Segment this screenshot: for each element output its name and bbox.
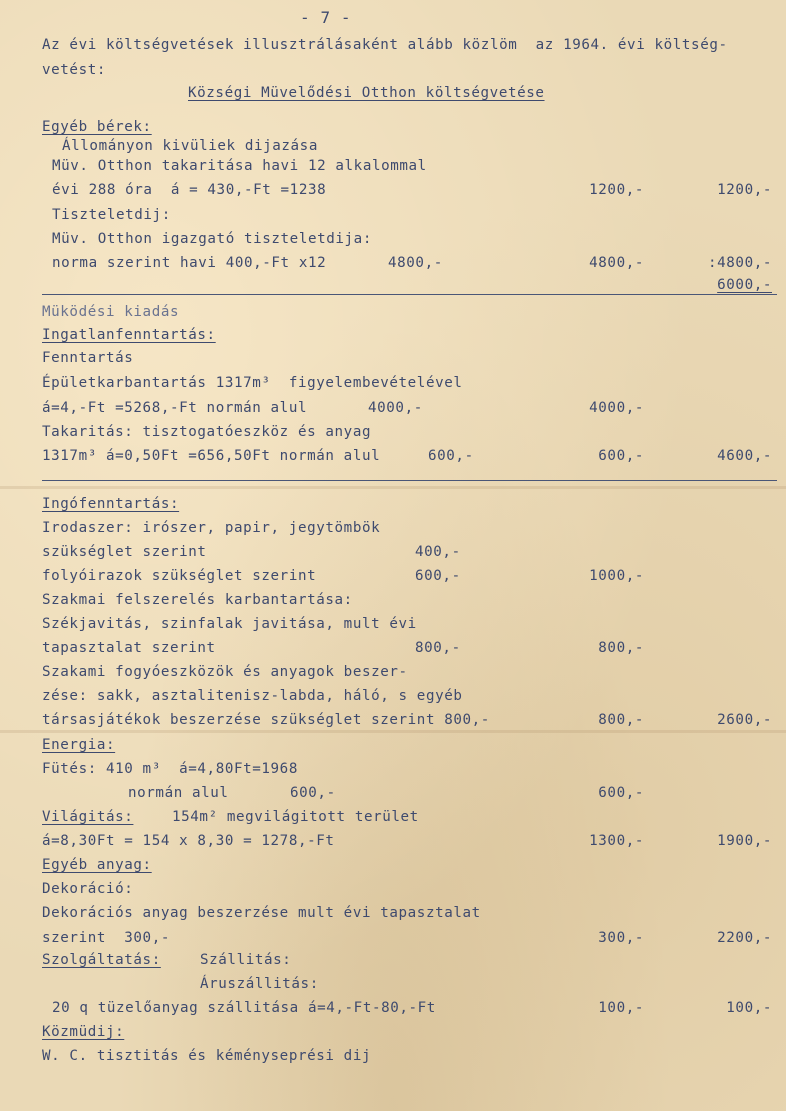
amount-column-1: 800,- — [598, 712, 644, 728]
line-text: Tiszteletdij: — [52, 207, 171, 223]
section-heading: Közmüdij: — [42, 1024, 125, 1040]
line-text: W. C. tisztitás és kéményseprési dij — [42, 1048, 372, 1064]
document-title: Községi Müvelődési Otthon költségvetése — [188, 85, 545, 101]
line-text: Szakmai felszerelés karbantartása: — [42, 592, 353, 608]
inline-amount: 600,- — [415, 568, 461, 584]
amount-column-2: 1200,- — [717, 182, 772, 198]
section-heading: Energia: — [42, 737, 116, 753]
amount-column-2: 4600,- — [717, 448, 772, 464]
line-text: Fütés: 410 m³ á=4,80Ft=1968 — [42, 761, 298, 777]
section-heading: Egyéb anyag: — [42, 857, 152, 873]
page-number: - 7 - — [300, 8, 352, 27]
amount-column-2: :4800,- — [708, 255, 772, 271]
amount-column-1: 100,- — [598, 1000, 644, 1016]
intro-line: Az évi költségvetések illusztrálásaként alább közlöm az 1964. évi költség- — [42, 37, 728, 53]
line-text: 154m² megvilágitott terület — [172, 809, 419, 825]
line-text: 20 q tüzelőanyag szállitása á=4,-Ft-80,-Ft — [52, 1000, 436, 1016]
amount-column-1: 4000,- — [589, 400, 644, 416]
line-text: Dekoráció: — [42, 881, 134, 897]
line-text: Állományon kivüliek dijazása — [62, 138, 318, 154]
inline-amount: 4800,- — [388, 255, 443, 271]
line-text: Müv. Otthon igazgató tiszteletdija: — [52, 231, 372, 247]
inline-amount: 4000,- — [368, 400, 423, 416]
line-text: Épületkarbantartás 1317m³ figyelembevételével — [42, 375, 463, 391]
section-heading: Szolgáltatás: — [42, 952, 161, 968]
section-total: 6000,- — [717, 277, 772, 293]
line-text: normán alul — [128, 785, 229, 801]
line-text: szükséglet szerint — [42, 544, 207, 560]
paper-fold — [0, 730, 786, 733]
line-text: Székjavitás, szinfalak javitása, mult évi — [42, 616, 417, 632]
amount-column-1: 1200,- — [589, 182, 644, 198]
subsection-heading: Ingatlanfenntartás: — [42, 327, 216, 343]
amount-column-1: 800,- — [598, 640, 644, 656]
amount-column-2: 2200,- — [717, 930, 772, 946]
paper-fold — [0, 486, 786, 489]
separator-line — [42, 480, 777, 481]
line-text: 1317m³ á=0,50Ft =656,50Ft normán alul — [42, 448, 381, 464]
line-text: társasjátékok beszerzése szükséglet szerint 800,- — [42, 712, 490, 728]
amount-column-1: 1300,- — [589, 833, 644, 849]
line-text: évi 288 óra á = 430,-Ft =1238 — [52, 182, 327, 198]
amount-column-1: 300,- — [598, 930, 644, 946]
inline-amount: 800,- — [415, 640, 461, 656]
amount-column-1: 600,- — [598, 448, 644, 464]
section-heading: Müködési kiadás — [42, 304, 180, 320]
line-text: zése: sakk, asztalitenisz-labda, háló, s egyéb — [42, 688, 463, 704]
amount-column-1: 600,- — [598, 785, 644, 801]
intro-line: vetést: — [42, 62, 106, 78]
line-text: Áruszállitás: — [200, 976, 319, 992]
line-text: á=4,-Ft =5268,-Ft normán alul — [42, 400, 308, 416]
line-text: tapasztalat szerint — [42, 640, 216, 656]
inline-amount: 600,- — [290, 785, 336, 801]
line-text: á=8,30Ft = 154 x 8,30 = 1278,-Ft — [42, 833, 335, 849]
line-text: Szállitás: — [200, 952, 292, 968]
amount-column-1: 1000,- — [589, 568, 644, 584]
amount-column-2: 100,- — [726, 1000, 772, 1016]
line-text: szerint 300,- — [42, 930, 170, 946]
line-text: Fenntartás — [42, 350, 134, 366]
amount-column-2: 2600,- — [717, 712, 772, 728]
separator-line — [42, 294, 777, 295]
inline-amount: 400,- — [415, 544, 461, 560]
line-text: Szakami fogyóeszközök és anyagok beszer- — [42, 664, 408, 680]
line-text: Müv. Otthon takaritása havi 12 alkalommal — [52, 158, 427, 174]
line-text: norma szerint havi 400,-Ft x12 — [52, 255, 327, 271]
subsection-heading: Világitás: — [42, 809, 134, 825]
line-text: Dekorációs anyag beszerzése mult évi tapasztalat — [42, 905, 481, 921]
line-text: Irodaszer: irószer, papir, jegytömbök — [42, 520, 381, 536]
amount-column-1: 4800,- — [589, 255, 644, 271]
section-heading: Ingófenntartás: — [42, 496, 180, 512]
line-text: folyóirazok szükséglet szerint — [42, 568, 317, 584]
inline-amount: 600,- — [428, 448, 474, 464]
section-heading: Egyéb bérek: — [42, 119, 152, 135]
amount-column-2: 1900,- — [717, 833, 772, 849]
line-text: Takaritás: tisztogatóeszköz és anyag — [42, 424, 372, 440]
